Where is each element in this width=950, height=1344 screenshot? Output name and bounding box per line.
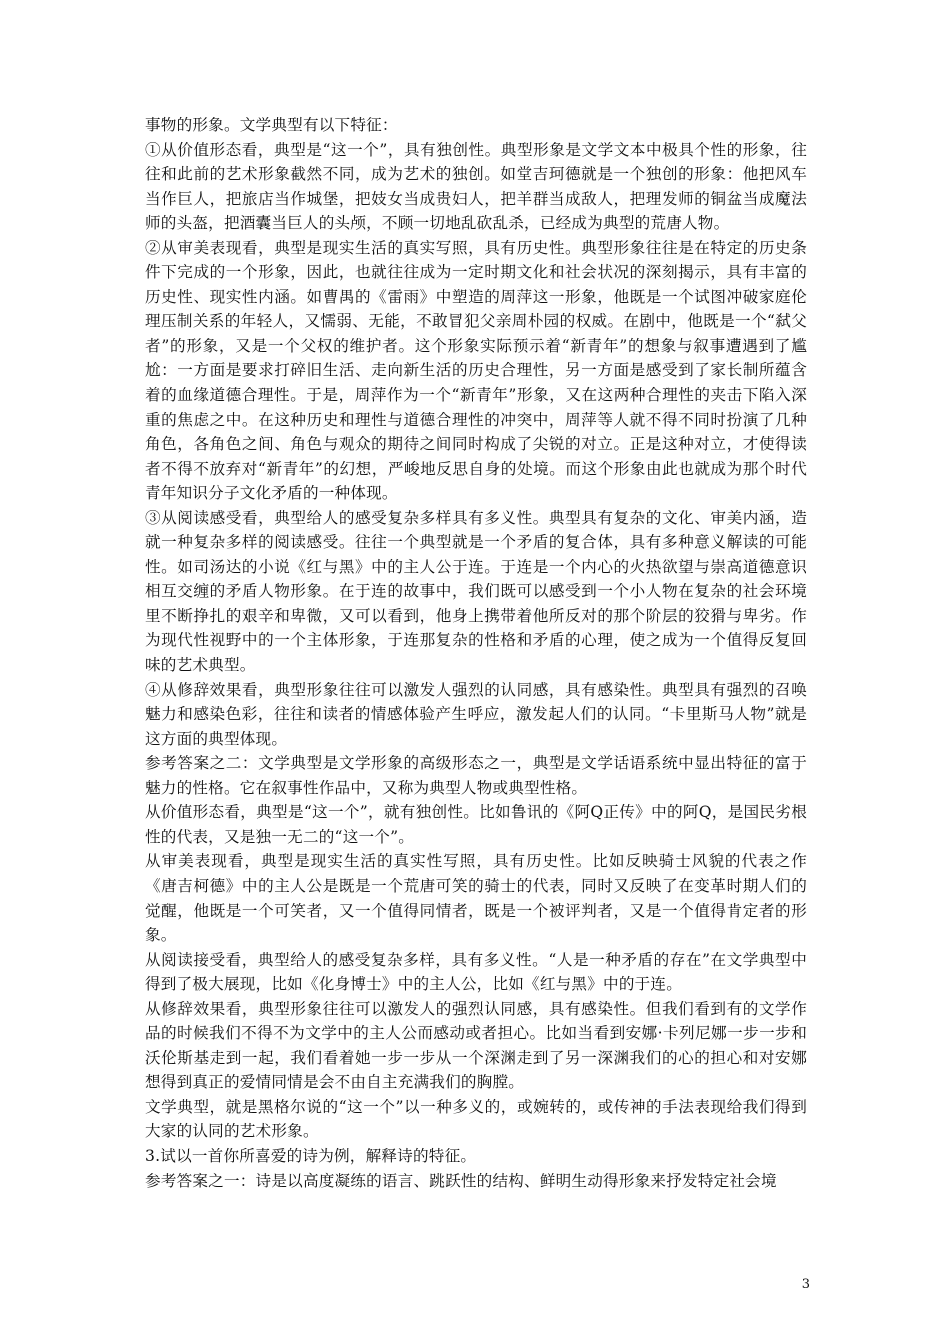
paragraph-intro: 事物的形象。文学典型有以下特征： bbox=[145, 116, 398, 134]
page-number: 3 bbox=[801, 1277, 810, 1292]
paragraph-answer-q3: 参考答案之一：诗是以高度凝练的语言、跳跃性的结构、鲜明生动得形象来抒发特定社会境 bbox=[145, 1171, 777, 1190]
paragraph-feature-4: ④从修辞效果看，典型形象往往可以激发人强烈的认同感，具有感染性。典型具有强烈的召唤魅力和感染色彩，往往和读者的情感体验产生呼应，激发起人们的认同。“卡里斯马人物”就是这方面的典型体现。 bbox=[145, 680, 807, 748]
paragraph-answer-2: 参考答案之二：文学典型是文学形象的高级形态之一，典型是文学话语系统中显出特征的富于魅力的性格。它在叙事性作品中，又称为典型人物或典型性格。 bbox=[145, 754, 807, 797]
paragraph-aesthetic: 从审美表现看，典型是现实生活的真实性写照，具有历史性。比如反映骑士风貌的代表之作《唐吉柯德》中的主人公是既是一个荒唐可笑的骑士的代表，同时又反映了在变革时期人们的觉醒，他既是一个可笑者，又一个值得同情者，既是一个被评判者，又是一个值得肯定者的形象。 bbox=[145, 852, 807, 945]
question-3: 3.试以一首你所喜爱的诗为例，解释诗的特征。 bbox=[145, 1146, 477, 1165]
paragraph-reading: 从阅读接受看，典型给人的感受复杂多样，具有多义性。“人是一种矛盾的存在”在文学典型中得到了极大展现，比如《化身博士》中的主人公，比如《红与黑》中的于连。 bbox=[145, 950, 807, 994]
paragraph-rhetoric: 从修辞效果看，典型形象往往可以激发人的强烈认同感，具有感染性。但我们看到有的文学作品的时候我们不得不为文学中的主人公而感动或者担心。比如当看到安娜·卡列尼娜一步一步和沃伦斯基走到一起，我们看着她一步一步从一个深渊走到了另一深渊我们的心的担心和对安娜想得到真正的爱情同情是会不由自主充满我们的胸膛。 bbox=[145, 999, 807, 1092]
paragraph-value-form: 从价值形态看，典型是“这一个”，就有独创性。比如鲁讯的《阿Q正传》中的阿Q，是国民劣根性的代表，又是独一无二的“这一个”。 bbox=[145, 803, 807, 846]
paragraph-feature-2: ②从审美表现看，典型是现实生活的真实写照，具有历史性。典型形象往往是在特定的历史条件下完成的一个形象，因此，也就往往成为一定时期文化和社会状况的深刻揭示，具有丰富的历史性、现实性内涵。如曹禺的《雷雨》中塑造的周萍这一形象，他既是一个试图冲破家庭伦理压制关系的年轻人，又懦弱、无能，不敢冒犯父亲周朴园的权威。在剧中，他既是一个“弑父者”的形象，又是一个父权的维护者。这个形象实际预示着“新青年”的想象与叙事遭遇到了尴尬：一方面是要求打碎旧生活、走向新生活的历史合理性，另一方面是感受到了家长制所蕴含着的血缘道德合理性。于是，周萍作为一个“新青年”形象，又在这两种合理性的夹击下陷入深重的焦虑之中。在这种历史和理性与道德合理性的冲突中，周萍等人就不得不同时扮演了几种角色，各角色之间、角色与观众的期待之间同时构成了尖锐的对立。正是这种对立，才使得读者不得不放弃对“新青年”的幻想，严峻地反思自身的处境。而这个形象由此也就成为那个时代青年知识分子文化矛盾的一种体现。 bbox=[145, 238, 807, 503]
paragraph-feature-1: ①从价值形态看，典型是“这一个”，具有独创性。典型形象是文学文本中极具个性的形象，往往和此前的艺术形象截然不同，成为艺术的独创。如堂吉珂德就是一个独创的形象：他把风车当作巨人，把旅店当作城堡，把妓女当成贵妇人，把羊群当成敌人，把理发师的铜盆当成魔法师的头盔，把酒囊当巨人的头颅，不顾一切地乱砍乱杀，已经成为典型的荒唐人物。 bbox=[145, 140, 807, 233]
paragraph-conclusion: 文学典型，就是黑格尔说的“这一个”以一种多义的，或婉转的，或传神的手法表现给我们得到大家的认同的艺术形象。 bbox=[145, 1097, 807, 1141]
paragraph-feature-3: ③从阅读感受看，典型给人的感受复杂多样具有多义性。典型具有复杂的文化、审美内涵，造就一种复杂多样的阅读感受。往往一个典型就是一个矛盾的复合体，具有多种意义解读的可能性。如司汤达的小说《红与黑》中的主人公于连。于连是一个内心的火热欲望与崇高道德意识相互交缠的矛盾人物形象。在于连的故事中，我们既可以感受到一个小人物在复杂的社会环境里不断挣扎的艰辛和卑微，又可以看到，他身上携带着他所反对的那个阶层的狡猾与卑劣。作为现代性视野中的一个主体形象，于连那复杂的性格和矛盾的心理，使之成为一个值得反复回味的艺术典型。 bbox=[145, 508, 807, 675]
document-body bbox=[145, 113, 807, 1193]
